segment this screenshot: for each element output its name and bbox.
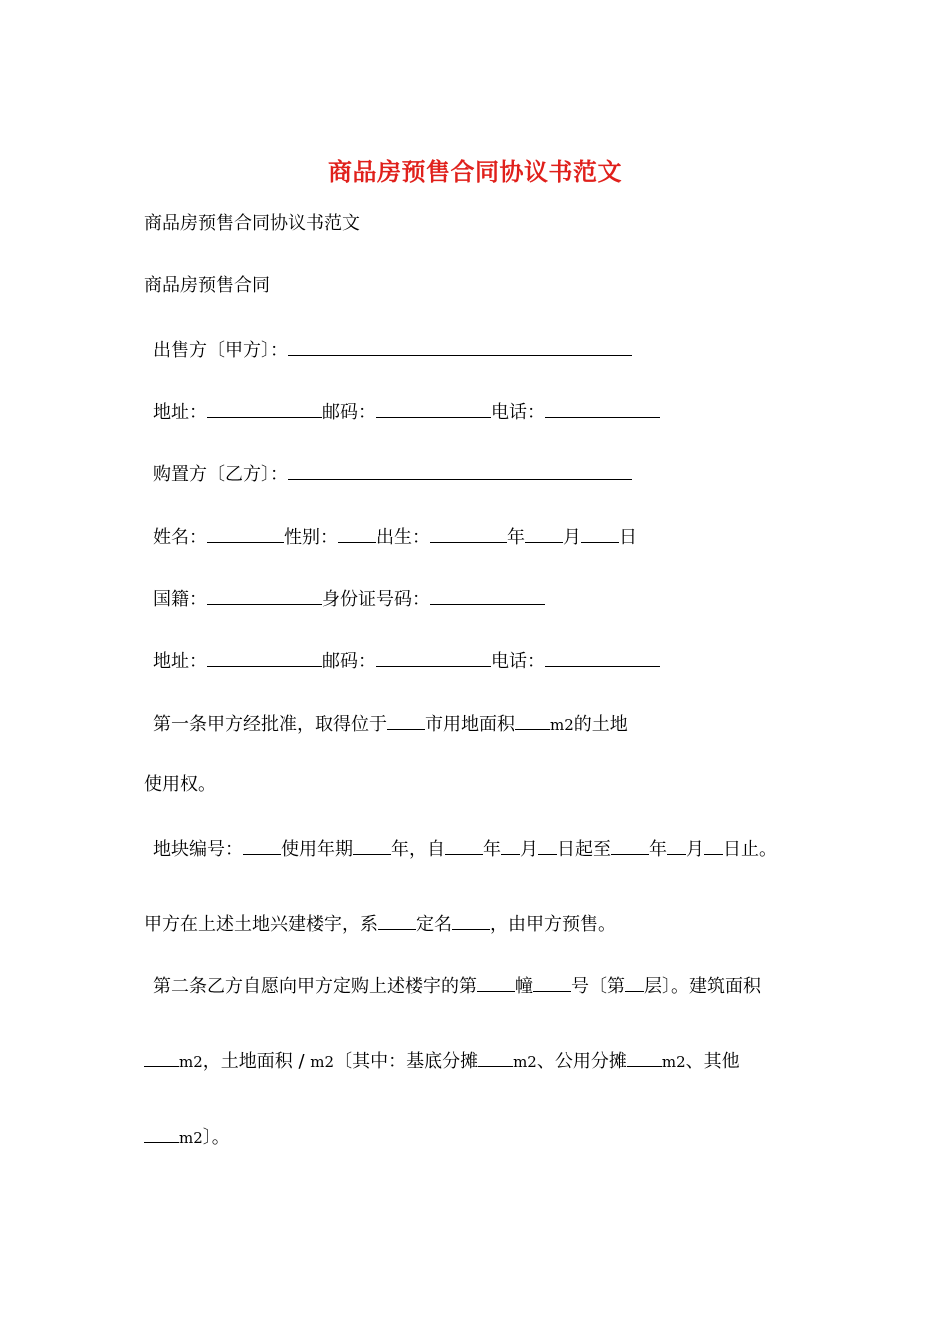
start-year-blank[interactable] [445,836,483,855]
article2-text-2: 幢 [515,976,533,997]
seller-phone-label: 电话： [491,402,545,423]
article2-l2-text-2: 〔其中：基底分摊 [334,1051,479,1072]
birth-year-field[interactable] [430,524,507,543]
buyer-postcode-label: 邮码： [322,651,376,672]
article2-l2-text-4: 、其他 [685,1051,740,1072]
seller-address-blank[interactable] [207,399,322,418]
buyer-gender-field[interactable] [338,524,376,543]
end-month-blank[interactable] [667,836,686,855]
building-type-blank[interactable] [378,911,416,930]
nationality-field[interactable] [207,586,322,605]
start-day-blank[interactable] [538,836,557,855]
article2-l3-text: 〕。 [202,1127,230,1148]
land-text-2: 使用年期 [281,839,353,860]
base-share-blank[interactable] [478,1048,513,1067]
building-area-blank[interactable] [144,1048,179,1067]
month-label: 月 [563,527,581,548]
floor-blank[interactable] [625,973,644,992]
article2-unit-2: m2 [310,1053,335,1071]
seller-postcode-blank[interactable] [376,399,491,418]
land-area-blank[interactable] [515,711,550,730]
land-text-6: 日起至 [557,839,611,860]
unit-number-blank[interactable] [533,973,571,992]
buyer-birth-label: 出生： [376,527,430,548]
building-name-blank[interactable] [452,911,490,930]
buyer-label: 购置方〔乙方〕： [153,464,288,485]
land-line [153,836,777,862]
city-blank[interactable] [387,711,425,730]
land-text-5: 月 [520,839,538,860]
buyer-address-blank[interactable] [207,648,322,667]
article1-text-1: 第一条甲方经批准，取得位于 [153,714,387,735]
year-label: 年 [507,527,525,548]
buyer-phone-label: 电话： [491,651,545,672]
article1-unit: m2 [550,716,574,734]
buyer-id-line [153,586,545,612]
block-blank[interactable] [477,973,515,992]
article2-line [153,973,761,999]
article1-continuation: 使用权。 [144,774,216,795]
end-day-blank[interactable] [704,836,723,855]
buyer-phone-blank[interactable] [545,648,660,667]
buyer-postcode-blank[interactable] [376,648,491,667]
other-area-blank[interactable] [144,1124,179,1143]
seller-postcode-label: 邮码： [322,402,376,423]
buyer-gender-label: 性别： [284,527,338,548]
article2-line-3 [144,1124,230,1150]
article1-text-2: 市用地面积 [425,714,515,735]
building-text-2: 定名 [416,914,452,935]
buyer-name-field[interactable] [207,524,284,543]
term-years-blank[interactable] [353,836,391,855]
article2-l2-text-3: 、公用分摊 [536,1051,627,1072]
land-text-7: 年 [649,839,667,860]
document-title: 商品房预售合同协议书范文 [328,157,622,186]
article2-text-1: 第二条乙方自愿向甲方定购上述楼宇的第 [153,976,477,997]
start-month-blank[interactable] [501,836,520,855]
land-text-1: 地块编号： [153,839,243,860]
birth-month-field[interactable] [525,524,563,543]
day-label: 日 [619,527,637,548]
article2-text-3: 号〔第 [571,976,625,997]
nationality-label: 国籍： [153,589,207,610]
land-number-blank[interactable] [243,836,281,855]
land-text-3: 年，自 [391,839,445,860]
seller-label: 出售方〔甲方〕： [153,340,288,361]
id-number-field[interactable] [430,586,545,605]
birth-day-field[interactable] [581,524,619,543]
id-number-label: 身份证号码： [322,589,430,610]
article1-text-3: 的土地 [573,714,628,735]
article2-unit-5: m2 [179,1129,203,1147]
article2-text-4: 层〕。建筑面积 [644,976,761,997]
building-text-1: 甲方在上述土地兴建楼宇，系 [144,914,378,935]
buyer-info-line [153,524,637,550]
buyer-name-label: 姓名： [153,527,207,548]
seller-phone-blank[interactable] [545,399,660,418]
building-text-3: ，由甲方预售。 [490,914,616,935]
buyer-contact-line [153,648,660,674]
buyer-name-blank[interactable] [288,461,632,480]
section-heading: 商品房预售合同 [144,275,270,296]
article2-unit-3: m2 [513,1053,537,1071]
article2-unit-4: m2 [661,1053,686,1071]
land-text-4: 年 [483,839,501,860]
end-year-blank[interactable] [611,836,649,855]
buyer-address-label: 地址： [153,651,207,672]
seller-contact-line [153,399,660,425]
seller-line [153,337,632,363]
article1-line [153,711,628,737]
land-text-9: 日止。 [723,839,777,860]
seller-address-label: 地址： [153,402,207,423]
article2-unit-1: m2 [179,1053,203,1071]
buyer-line [153,461,632,487]
article2-line-2 [144,1048,740,1074]
building-line [144,911,616,937]
article2-l2-text-1: ，土地面积 / [202,1051,311,1072]
document-subtitle: 商品房预售合同协议书范文 [144,213,360,234]
land-text-8: 月 [686,839,704,860]
public-share-blank[interactable] [627,1048,662,1067]
seller-name-blank[interactable] [288,337,632,356]
